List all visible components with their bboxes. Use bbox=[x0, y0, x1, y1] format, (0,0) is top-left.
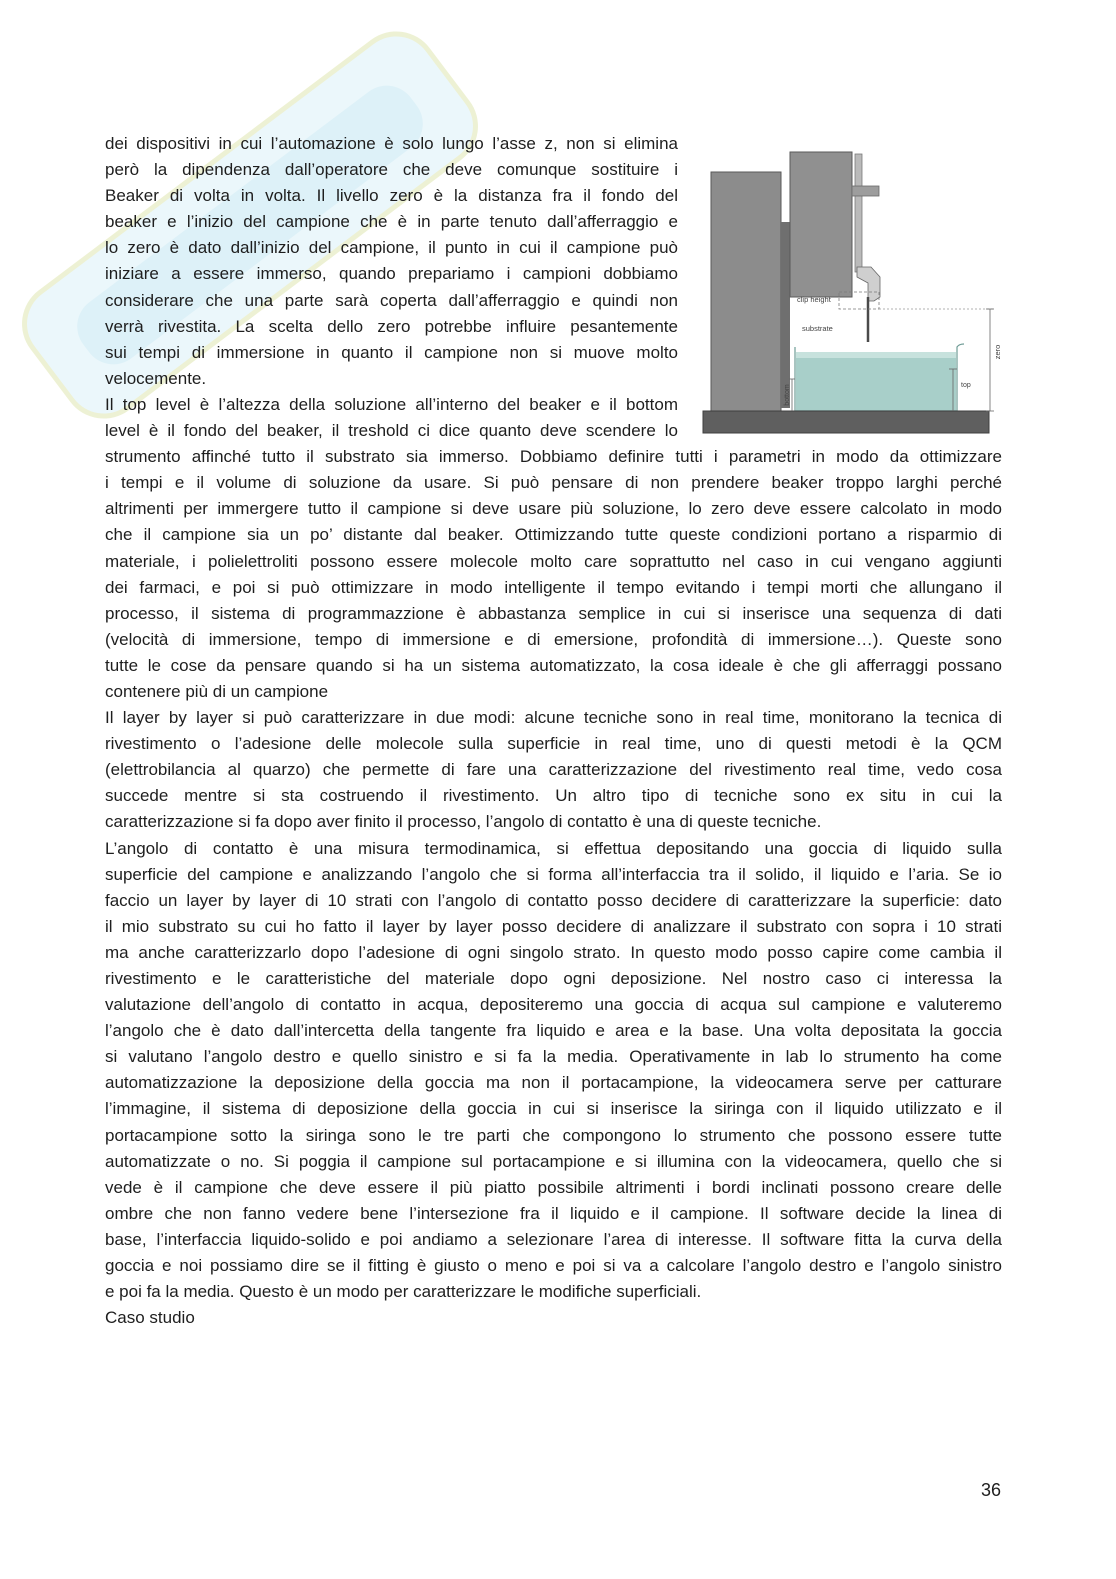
text-line: strumento affinché tutto il substrato sia immerso. Dobbiamo definire tutti i parametri in modo da ottimizzare bbox=[105, 447, 1002, 467]
text-line: rivestimento e le caratteristiche del materiale dopo ogni deposizione. Nel nostro caso ci interessa la bbox=[105, 969, 1002, 988]
text-line: e poi fa la media. Questo è un modo per caratterizzare le modifiche superficiali. bbox=[105, 1282, 702, 1302]
text-line: (elettrobilancia al quarzo) che permette di fare una caratterizzazione del rivestimento real time, vedo cosa bbox=[105, 760, 1002, 780]
text-line: processo, il sistema di programmazzione è abbastanza semplice in cui si inserisce una sequenza di dati bbox=[105, 603, 1002, 623]
text-line: Beaker di volta in volta. Il livello zero è la distanza fra il fondo del bbox=[105, 186, 678, 206]
text-line: contenere più di un campione bbox=[105, 681, 329, 701]
text-line: vede è il campione che deve essere il più piatto possibile altrimenti i bordi inclinati possono creare delle bbox=[105, 1177, 1002, 1197]
text-line: lo zero è dato dall’inizio del campione, il punto in cui il campione può bbox=[105, 238, 678, 258]
dip-coater-figure bbox=[700, 145, 1005, 440]
text-line: l’immagine, il sistema di deposizione della goccia in cui si inserisce la siringa con il liquido utilizzato e il bbox=[105, 1099, 1002, 1119]
dip-coater-diagram bbox=[700, 145, 1005, 440]
text-line: materiale, i polielettroliti possono essere molecole molto care soprattutto nel caso in cui vengano aggiunti bbox=[105, 551, 1002, 571]
paragraph bbox=[105, 836, 1002, 1306]
text-line: si valutano l’angolo destro e quello sinistro e si fa la media. Operativamente in lab lo strumento ha come bbox=[105, 1047, 1002, 1067]
text-line: altrimenti per immergere tutto il campione si deve usare più soluzione, lo zero deve essere calcolato in modo bbox=[105, 499, 1002, 519]
column bbox=[711, 172, 781, 411]
solution bbox=[796, 352, 956, 411]
paragraph bbox=[105, 1305, 1002, 1331]
figure-label-substrate: substrate bbox=[802, 324, 833, 333]
text-line: base, l’interfaccia liquido-solido e poi andiamo a selezionare l’area di interesse. Il software fitta la curva della bbox=[105, 1229, 1002, 1249]
solution-surface bbox=[796, 352, 956, 358]
text-line: L’angolo di contatto è una misura termodinamica, si effettua depositando una goccia di liquido sulla bbox=[105, 838, 1002, 858]
text-line: i tempi e il volume di soluzione da usare. Si può pensare di non prendere beaker troppo larghi perché bbox=[105, 473, 1002, 493]
text-line: sui tempi di immersione in quanto il campione non si muove molto bbox=[105, 342, 678, 362]
text-line: (velocità di immersione, tempo di immersione e di emersione, profondità di immersione…). Queste sono bbox=[105, 629, 1002, 649]
page-number: 36 bbox=[980, 1480, 1001, 1500]
text-line: caratterizzazione si fa dopo aver finito il processo, l’angolo di contatto è una di queste tecniche. bbox=[105, 812, 822, 832]
text-line: iniziare a essere immerso, quando prepariamo i campioni dobbiamo bbox=[105, 264, 678, 284]
text-line: superficie del campione e analizzando l’angolo che si forma all’interfaccia tra il solido, il liquido e l’aria. Se io bbox=[105, 864, 1002, 884]
text-line: Il layer by layer si può caratterizzare in due modi: alcune tecniche sono in real time, monitorano la tecnica di bbox=[105, 708, 1002, 728]
text-line: dei dispositivi in cui l’automazione è solo lungo l’asse z, non si elimina bbox=[105, 134, 678, 153]
text-line: Caso studio bbox=[105, 1308, 195, 1328]
figure-label-zero: zero bbox=[993, 344, 1002, 360]
text-line: tutte le cose da pensare quando si ha un sistema automatizzato, la cosa ideale è che gli afferraggi possano bbox=[105, 655, 1002, 675]
column-strip bbox=[781, 222, 790, 408]
text-line: faccio un layer by layer di 10 strati con l’angolo di contatto posso decidere di caratterizzare la superficie: dato bbox=[105, 890, 1002, 910]
text-line: considerare che una parte sarà coperta dall’afferraggio e quindi non bbox=[105, 290, 678, 310]
text-line: però la dipendenza dall’operatore che deve comunque sostituire i bbox=[105, 160, 678, 180]
text-line: automatizzate o no. Si poggia il campione sul portacampione e si illumina con la videocamera, quello che si bbox=[105, 1151, 1002, 1171]
holder-arm bbox=[852, 186, 879, 196]
text-line: dei farmaci, e poi si può ottimizzare in modo intelligente il tempo evitando i tempi morti che allungano il bbox=[105, 577, 1002, 597]
figure-label-clip-height: clip height bbox=[797, 295, 831, 304]
text-line: Il top level è l’altezza della soluzione all’interno del beaker e il bottom bbox=[105, 394, 678, 414]
text-line: ma anche caratterizzarlo dopo l’adesione di ogni singolo strato. In questo modo posso capire come cambia il bbox=[105, 942, 1002, 962]
base-plate bbox=[703, 411, 989, 433]
text-line: goccia e noi possiamo dire se il fitting è giusto o meno e poi si va a calcolare l’angolo destro e l’angolo sinistro bbox=[105, 1256, 1002, 1276]
text-line: level è il fondo del beaker, il treshold ci dice quanto deve scendere lo bbox=[105, 421, 678, 441]
figure-label-bottom: bottom bbox=[784, 384, 791, 406]
text-line: portacampione sotto la siringa sono le tre parti che compongono lo strumento che possono essere tutte bbox=[105, 1125, 1002, 1145]
text-line: l’angolo che è dato dall’intercetta della tangente fra liquido e area e la base. Una volta depositata la goccia bbox=[105, 1021, 1002, 1041]
substrate-clip bbox=[857, 267, 880, 301]
paragraph bbox=[105, 705, 1002, 835]
text-line: ombre che non fanno vedere bene l’intersezione fra il liquido e il campione. Il software decide la linea di bbox=[105, 1203, 1002, 1223]
text-line: verrà rivestita. La scelta dello zero potrebbe influire pesantemente bbox=[105, 316, 678, 336]
text-line: succede mentre si sta costruendo il rivestimento. Un altro tipo di tecniche sono ex situ in cui la bbox=[105, 786, 1002, 806]
carriage-block bbox=[790, 152, 852, 297]
text-line: automatizzazione la deposizione della goccia ma non il portacampione, la videocamera serve per catturare bbox=[105, 1073, 1002, 1093]
holder-rod bbox=[855, 154, 862, 272]
text-line: rivestimento o l’adesione delle molecole sulla superficie in real time, uno di questi metodi è la QCM bbox=[105, 734, 1002, 754]
figure-label-top: top bbox=[961, 382, 971, 389]
text-line: che il campione sia un po’ distante dal beaker. Ottimizzando tutte queste condizioni portano a risparmio di bbox=[105, 525, 1002, 545]
text-line: il mio substrato su cui ho fatto il layer by layer posso decidere di analizzare il substrato con sopra i 10 strati bbox=[105, 916, 1002, 936]
text-line: valutazione dell’angolo di contatto in acqua, depositeremo una goccia di acqua sul campione e valuteremo bbox=[105, 995, 1002, 1015]
text-line: beaker e l’inizio del campione che è in parte tenuto dall’afferraggio e bbox=[105, 212, 678, 232]
text-line: velocemente. bbox=[105, 368, 207, 388]
